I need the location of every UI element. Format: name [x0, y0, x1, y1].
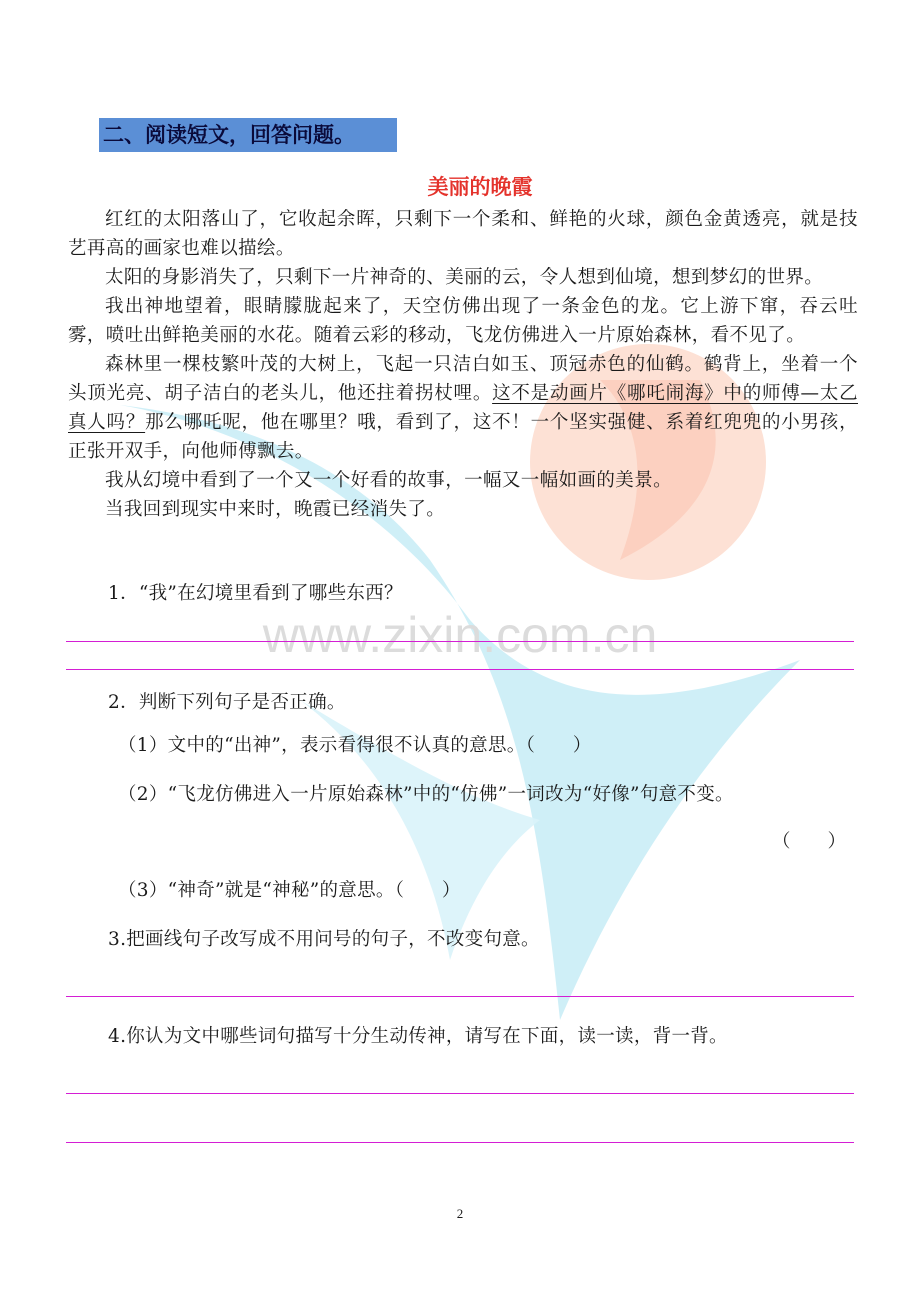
answer-parens-q2-2[interactable]: （ ） [772, 831, 847, 852]
question-2: 2．判断下列句子是否正确。 [108, 692, 346, 713]
page-number: 2 [456, 1206, 464, 1221]
passage-body [68, 205, 858, 524]
paragraph-4-start: 森林里一棵枝繁叶茂的大树上，飞起一只洁白如玉、顶冠赤色的仙鹤。鹤背上，坐着一个头顶光亮、胡子洁白的老头儿，他还拄着拐杖哩。 [68, 354, 858, 404]
question-3: 3.把画线句子改写成不用问号的句子，不改变句意。 [108, 929, 540, 950]
question-1: 1．“我”在幻境里看到了哪些东西？ [108, 583, 403, 604]
paragraph-2: 太阳的身影消失了，只剩下一片神奇的、美丽的云，令人想到仙境，想到梦幻的世界。 [105, 267, 824, 288]
question-2-3: （3）“神奇”就是“神秘”的意思。（ ） [118, 880, 461, 901]
passage-title: 美丽的晚霞 [427, 175, 533, 199]
underlined-sentence: 这不是动画片《哪吒闹海》中的师傅—太乙真人吗？ [68, 383, 858, 433]
paragraph-5: 我从幻境中看到了一个又一个好看的故事，一幅又一幅如画的美景。 [105, 470, 673, 491]
answer-line-q1-b[interactable] [66, 669, 854, 670]
section-heading: 二、阅读短文，回答问题。 [99, 118, 397, 152]
answer-line-q1-a[interactable] [66, 641, 854, 642]
paragraph-1: 红红的太阳落山了，它收起余晖，只剩下一个柔和、鲜艳的火球，颜色金黄透亮，就是技艺再高的画家也难以描绘。 [68, 209, 858, 259]
question-2-2: （2）“飞龙仿佛进入一片原始森林”中的“仿佛”一词改为“好像”句意不变。 [118, 784, 734, 805]
answer-line-q3[interactable] [66, 996, 854, 997]
answer-line-q4-a[interactable] [66, 1093, 854, 1094]
paragraph-4 [68, 350, 858, 466]
question-4: 4.你认为文中哪些词句描写十分生动传神，请写在下面，读一读，背一背。 [108, 1026, 728, 1047]
paragraph-6: 当我回到现实中来时，晚霞已经消失了。 [105, 499, 446, 520]
question-2-1: （1）文中的“出神”，表示看得很不认真的意思。（ ） [118, 735, 592, 756]
answer-line-q4-b[interactable] [66, 1142, 854, 1143]
watermark-text: www.zixin.com.cn [262, 607, 658, 663]
paragraph-3: 我出神地望着，眼睛朦胧起来了，天空仿佛出现了一条金色的龙。它上游下窜，吞云吐雾，喷吐出鲜艳美丽的水花。随着云彩的移动，飞龙仿佛进入一片原始森林，看不见了。 [68, 296, 858, 346]
paragraph-4-end: 那么哪吒呢，他在哪里？哦，看到了，这不！一个坚实强健、系着红兜兜的小男孩，正张开双手，向他师傅飘去。 [68, 412, 858, 462]
